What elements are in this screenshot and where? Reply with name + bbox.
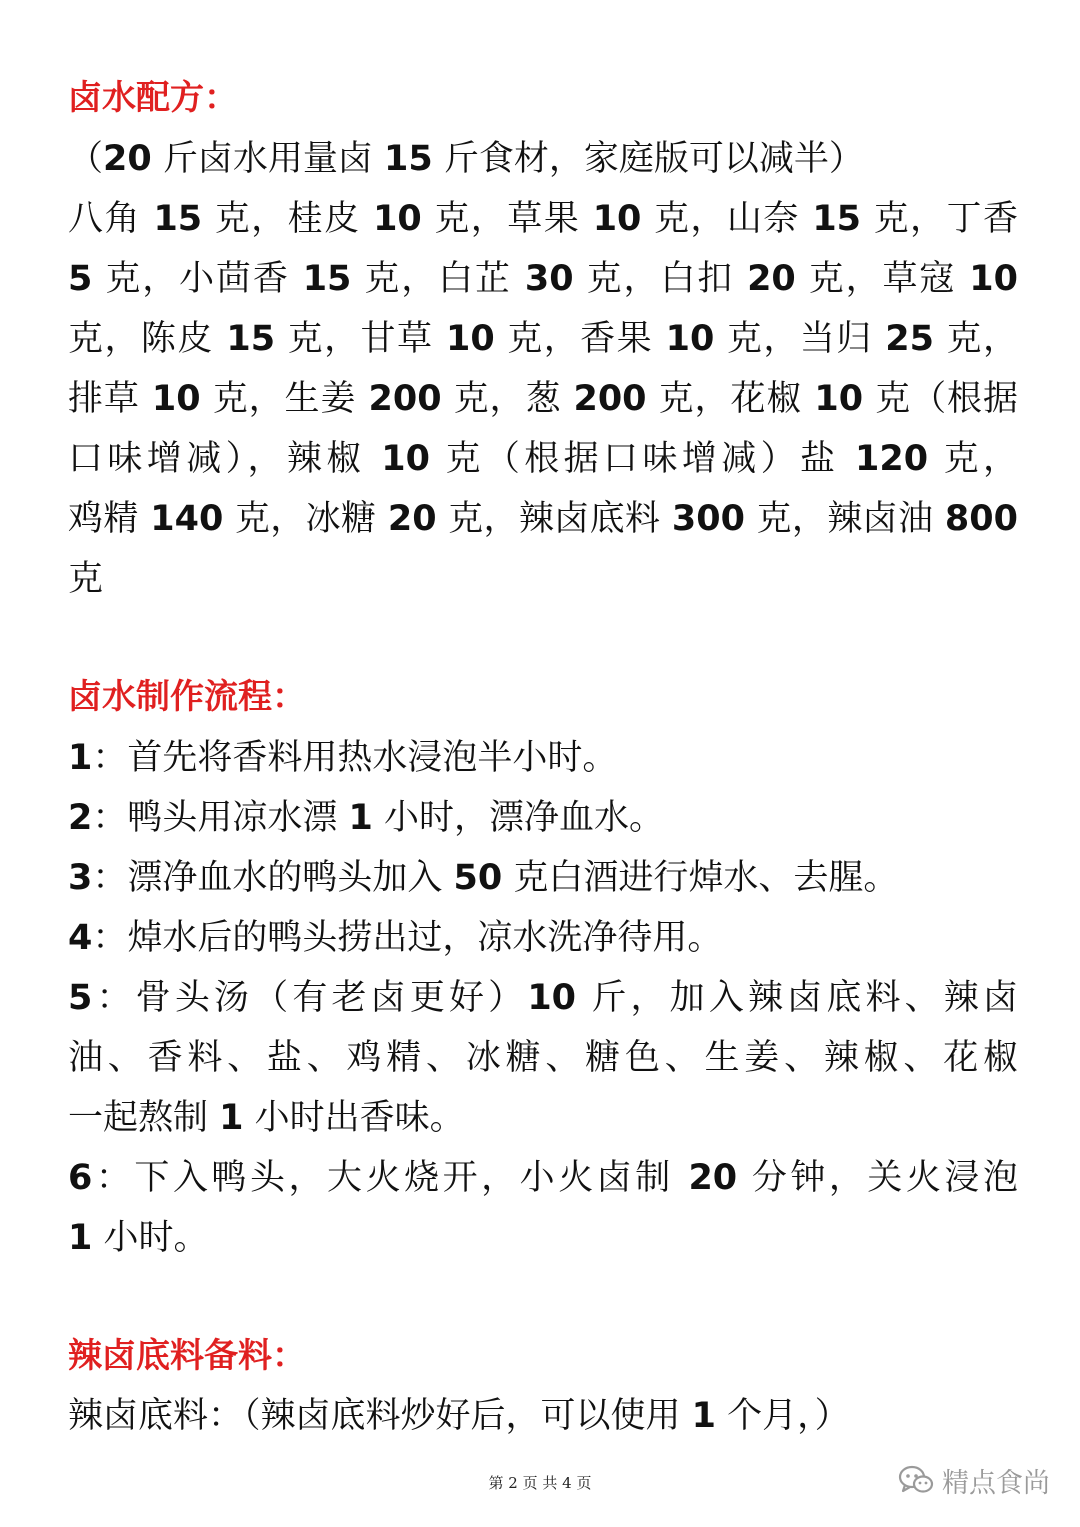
formula-line: 5 克，小茴香 15 克，白芷 30 克，白扣 20 克，草寇 10 xyxy=(68,259,1018,299)
watermark xyxy=(898,1460,1050,1500)
formula-line: 口味增减），辣椒 10 克（根据口味增减）盐 120 克， xyxy=(68,439,1018,479)
process-step: 油、香料、盐、鸡精、冰糖、糖色、生姜、辣椒、花椒 xyxy=(68,1038,1018,1078)
formula-line: 鸡精 140 克，冰糖 20 克，辣卤底料 300 克，辣卤油 800 xyxy=(68,499,1018,539)
page-indicator: 第 2 页 共 4 页 xyxy=(488,1474,592,1492)
process-step: 2：鸭头用凉水漂 1 小时，漂净血水。 xyxy=(68,798,664,838)
formula-line: 克 xyxy=(68,559,104,599)
watermark-text: 精点食尚 xyxy=(942,1467,1050,1499)
process-step: 一起熬制 1 小时出香味。 xyxy=(68,1098,465,1138)
process-step: 1 小时。 xyxy=(68,1218,209,1258)
wechat-icon xyxy=(898,1464,934,1496)
process-step: 5：骨头汤（有老卤更好）10 斤，加入辣卤底料、辣卤 xyxy=(68,978,1018,1018)
process-step: 1：首先将香料用热水浸泡半小时。 xyxy=(68,738,618,778)
formula-line: 克，陈皮 15 克，甘草 10 克，香果 10 克，当归 25 克， xyxy=(68,319,1018,359)
process-step: 4：焯水后的鸭头捞出过，凉水洗净待用。 xyxy=(68,918,723,958)
base-line: 辣卤底料：（辣卤底料炒好后，可以使用 1 个月，） xyxy=(68,1396,850,1436)
section-heading-formula: 卤水配方： xyxy=(68,78,238,118)
process-step: 6：下入鸭头，大火烧开，小火卤制 20 分钟，关火浸泡 xyxy=(68,1158,1018,1198)
section-heading-base: 辣卤底料备料： xyxy=(68,1336,306,1376)
section-heading-process: 卤水制作流程： xyxy=(68,677,306,717)
process-step: 3：漂净血水的鸭头加入 50 克白酒进行焯水、去腥。 xyxy=(68,858,899,898)
formula-line: 八角 15 克，桂皮 10 克，草果 10 克，山奈 15 克，丁香 xyxy=(68,199,1018,239)
formula-line: （20 斤卤水用量卤 15 斤食材，家庭版可以减半） xyxy=(68,139,864,179)
formula-line: 排草 10 克，生姜 200 克，葱 200 克，花椒 10 克（根据 xyxy=(68,379,1018,419)
